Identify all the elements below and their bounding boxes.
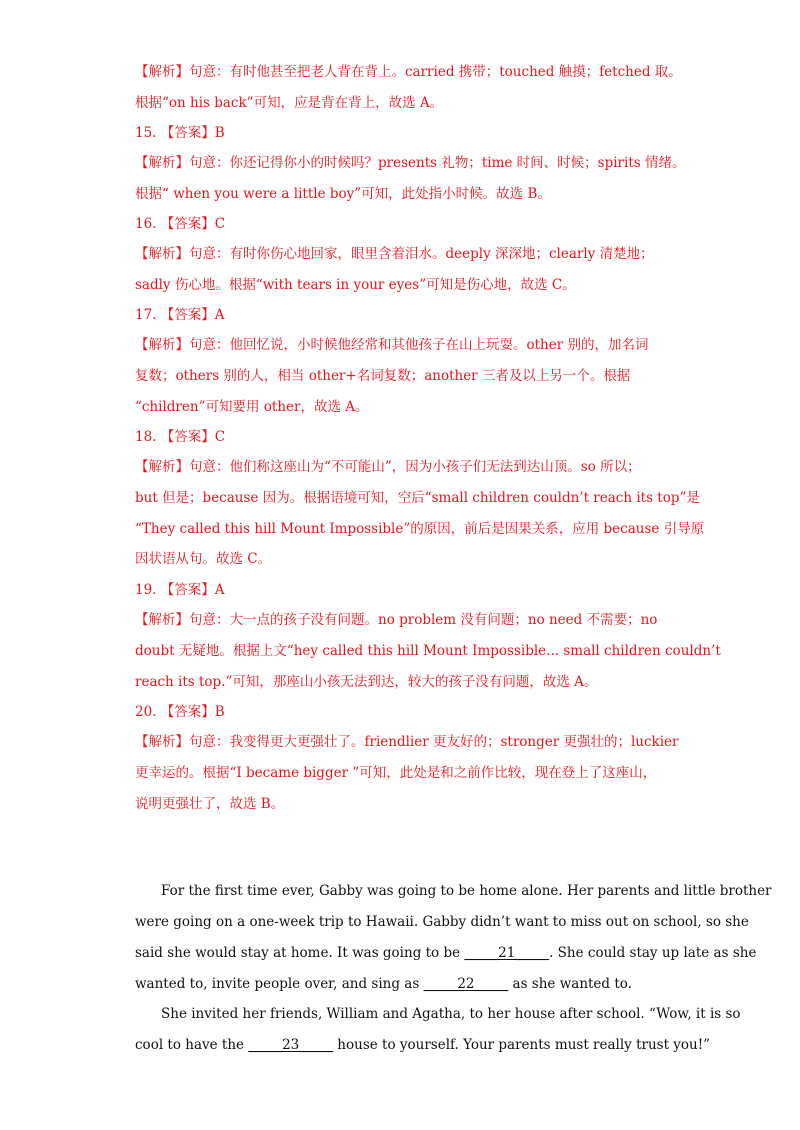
explanation-14-line-2: 根据“on his back”可知，应是背在背上，故选 A。: [135, 95, 444, 111]
explanation-20-line-3: 说明更强壮了，故选 B。: [135, 796, 285, 812]
blank-21[interactable]: _____21_____: [464, 945, 550, 961]
explanation-17-line-3: “children”可知要用 other，故选 A。: [135, 399, 369, 415]
passage-text: said she would stay at home. It was going to be: [135, 945, 465, 961]
answer-17-header: 17. 【答案】A: [135, 307, 225, 323]
passage-p1-line-1: For the first time ever, Gabby was going to be home alone. Her parents and little brother: [161, 883, 772, 899]
answer-15-header: 15. 【答案】B: [135, 125, 225, 141]
explanation-16-line-1: 【解析】句意：有时你伤心地回家，眼里含着泪水。deeply 深深地；clearly 清楚地；: [135, 246, 654, 262]
passage-p1-line-2: were going on a one-week trip to Hawaii. Gabby didn’t want to miss out on school, so she: [135, 914, 749, 930]
explanation-18-line-4: 因状语从句。故选 C。: [135, 551, 272, 567]
explanation-15-line-2: 根据“ when you were a little boy”可知，此处指小时候。故选 B。: [135, 186, 551, 202]
explanation-17-line-2: 复数；others 别的人，相当 other+名词复数；another 三者及以上另一个。根据: [135, 368, 631, 384]
explanation-15-line-1: 【解析】句意：你还记得你小的时候吗？presents 礼物；time 时间、时候；spirits 情绪。: [135, 155, 686, 171]
explanation-14-line-1: 【解析】句意：有时他甚至把老人背在背上。carried 携带；touched 触摸；fetched 取。: [135, 64, 682, 80]
passage-p1-line-4: [135, 974, 632, 994]
explanation-20-line-2: 更幸运的。根据“I became bigger ”可知，此处是和之前作比较，现在登上了这座山，: [135, 765, 657, 781]
explanation-19-line-1: 【解析】句意：大一点的孩子没有问题。no problem 没有问题；no need 不需要；no: [135, 612, 658, 628]
answer-18-header: 18. 【答案】C: [135, 429, 226, 445]
answer-20-header: 20. 【答案】B: [135, 704, 225, 720]
passage-p2-line-2: [135, 1035, 710, 1055]
explanation-20-line-1: 【解析】句意：我变得更大更强壮了。friendlier 更友好的；stronger 更强壮的；luckier: [135, 734, 679, 750]
passage-text: wanted to, invite people over, and sing as: [135, 976, 424, 992]
explanation-18-line-3: “They called this hill Mount Impossible”的原因，前后是因果关系，应用 because 引导原: [135, 521, 705, 537]
blank-23[interactable]: _____23_____: [248, 1037, 334, 1053]
answer-19-header: 19. 【答案】A: [135, 582, 225, 598]
explanation-19-line-2: doubt 无疑地。根据上文“hey called this hill Mount Impossible... small children couldn’t: [135, 643, 721, 659]
explanation-17-line-1: 【解析】句意：他回忆说，小时候他经常和其他孩子在山上玩耍。other 别的，加名词: [135, 337, 649, 353]
passage-p1-line-3: [135, 943, 756, 963]
blank-22[interactable]: _____22_____: [423, 976, 509, 992]
explanation-16-line-2: sadly 伤心地。根据“with tears in your eyes”可知是伤心地，故选 C。: [135, 277, 576, 293]
passage-text: . She could stay up late as she: [549, 945, 757, 961]
passage-text: cool to have the: [135, 1037, 249, 1053]
explanation-18-line-1: 【解析】句意：他们称这座山为“不可能山”，因为小孩子们无法到达山顶。so 所以；: [135, 459, 641, 475]
passage-p2-line-1: She invited her friends, William and Agatha, to her house after school. “Wow, it is so: [161, 1006, 741, 1022]
passage-text: house to yourself. Your parents must really trust you!”: [333, 1037, 711, 1053]
explanation-19-line-3: reach its top.”可知，那座山小孩无法到达，较大的孩子没有问题，故选 A。: [135, 674, 598, 690]
passage-text: as she wanted to.: [508, 976, 632, 992]
answer-16-header: 16. 【答案】C: [135, 216, 226, 232]
explanation-18-line-2: but 但是；because 因为。根据语境可知，空后“small children couldn’t reach its top”是: [135, 490, 700, 506]
